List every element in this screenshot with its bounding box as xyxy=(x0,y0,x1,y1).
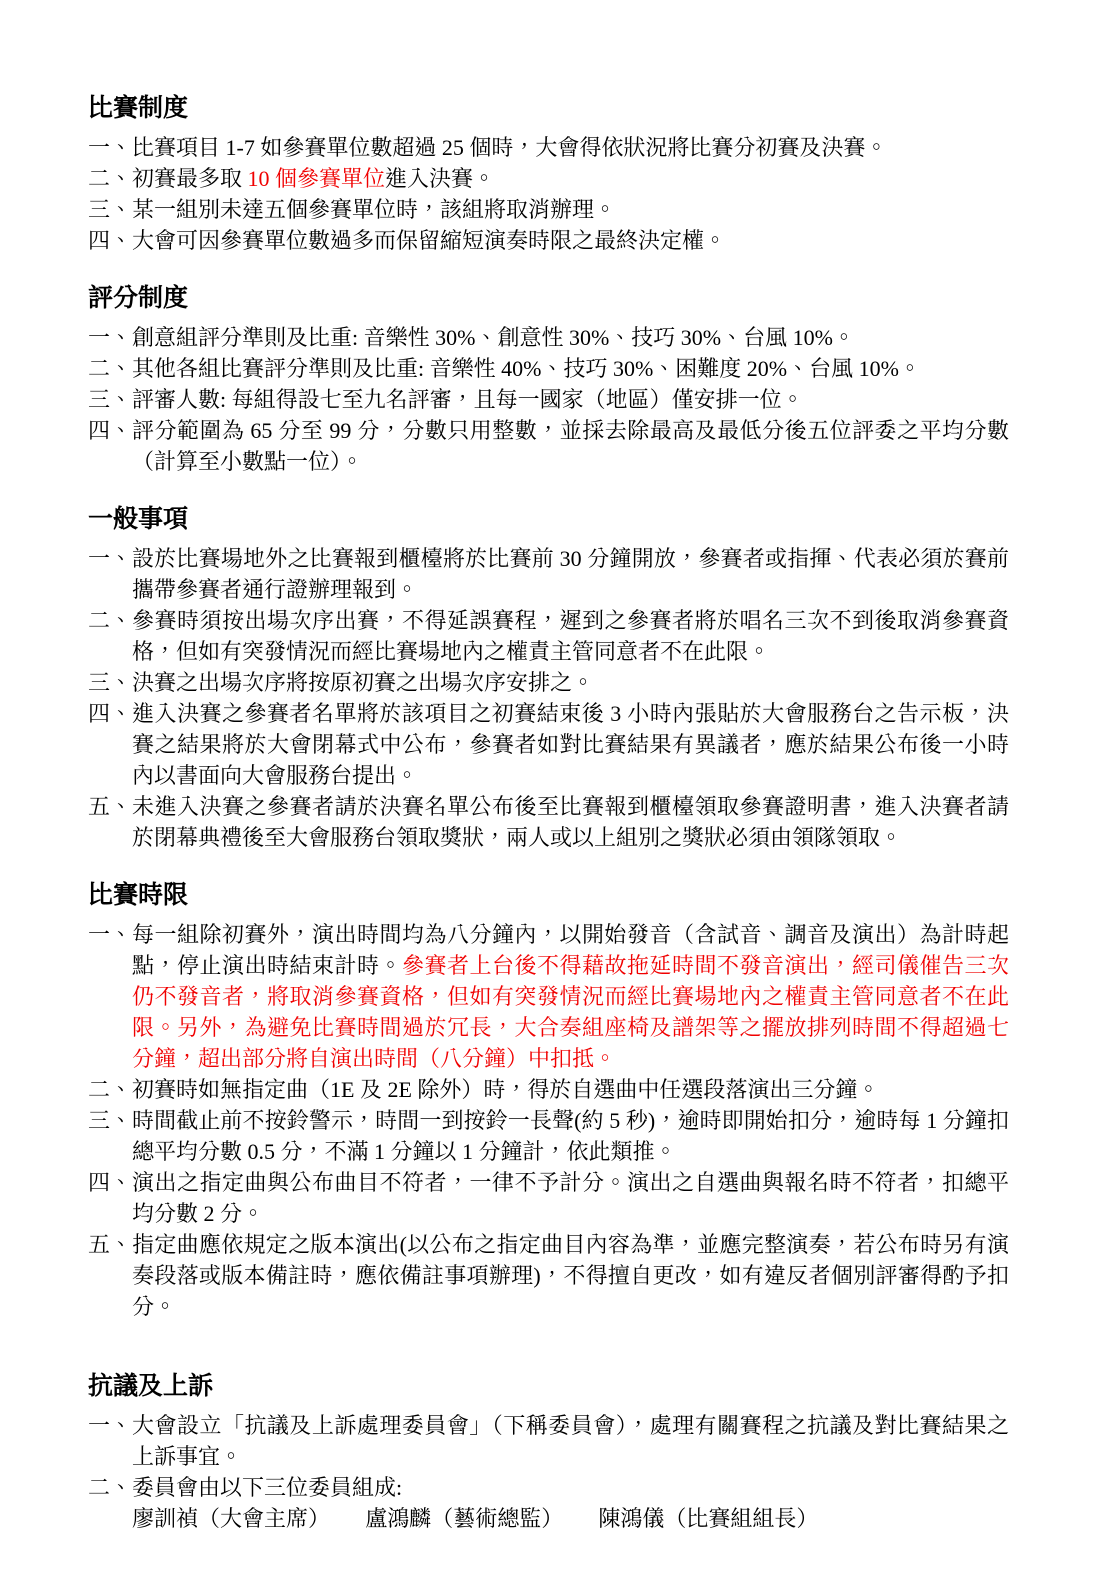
section-title: 比賽時限 xyxy=(88,882,189,909)
rule-item xyxy=(88,605,1009,667)
item-number: 二、 xyxy=(88,1077,133,1102)
section xyxy=(88,1370,1009,1534)
text-segment: 評審人數: 每組得設七至九名評審，且每一國家（地區）僅安排一位。 xyxy=(132,387,804,412)
text-segment: 未進入決賽之參賽者請於決賽名單公布後至比賽報到櫃檯領取參賽證明書，進入決賽者請於閉幕典禮後至大會服務台領取獎狀，兩人或以上組別之獎狀必須由領隊領取。 xyxy=(132,794,1009,850)
rule-item xyxy=(88,384,1009,415)
text-segment: 大會可因參賽單位數過多而保留縮短演奏時限之最終決定權。 xyxy=(132,228,727,253)
text-segment: 設於比賽場地外之比賽報到櫃檯將於比賽前 30 分鐘開放，參賽者或指揮、代表必須於賽前攜帶參賽者通行證辦理報到。 xyxy=(132,546,1009,602)
text-segment: 指定曲應依規定之版本演出(以公布之指定曲目內容為準，並應完整演奏，若公布時另有演奏段落或版本備註時，應依備註事項辦理)，不得擅自更改，如有違反者個別評審得酌予扣分。 xyxy=(132,1232,1009,1319)
item-number: 一、 xyxy=(88,922,133,947)
rule-item xyxy=(88,353,1009,384)
text-segment: 每一組除初賽外，演出時間均為八分鐘內，以開始發音（含試音、調音及演出）為計時起點，停止演出時結束計時。 xyxy=(132,922,1009,978)
rule-item xyxy=(88,225,1009,256)
item-number: 四、 xyxy=(88,701,133,726)
item-number: 四、 xyxy=(88,418,133,443)
item-text xyxy=(132,163,1009,194)
text-segment: 創意組評分準則及比重: 音樂性 30%、創意性 30%、技巧 30%、台風 10%。 xyxy=(132,325,855,350)
section-title: 比賽制度 xyxy=(88,95,189,122)
text-segment: 評分範圍為 65 分至 99 分，分數只用整數，並採去除最高及最低分後五位評委之平均分數（計算至小數點一位）。 xyxy=(132,418,1009,474)
committee-member: 盧鴻麟（藝術總監） xyxy=(365,1506,564,1531)
rule-item xyxy=(88,194,1009,225)
text-segment: 大會設立「抗議及上訴處理委員會」（下稱委員會），處理有關賽程之抗議及對比賽結果之上訴事宜。 xyxy=(132,1413,1009,1469)
item-number: 二、 xyxy=(88,608,133,633)
item-text xyxy=(132,1105,1009,1167)
item-text xyxy=(132,667,1009,698)
committee-member: 陳鴻儀（比賽組組長） xyxy=(598,1506,819,1531)
item-number: 一、 xyxy=(88,135,133,160)
item-text xyxy=(132,1229,1009,1322)
item-text xyxy=(132,1167,1009,1229)
item-number: 二、 xyxy=(88,166,133,191)
item-text xyxy=(132,225,1009,256)
text-segment: 進入決賽。 xyxy=(385,166,496,191)
item-text xyxy=(132,353,1009,384)
item-number: 三、 xyxy=(88,197,133,222)
item-number: 五、 xyxy=(88,1232,133,1257)
section-title: 抗議及上訴 xyxy=(88,1373,214,1400)
rule-item xyxy=(88,322,1009,353)
text-segment: 某一組別未達五個參賽單位時，該組將取消辦理。 xyxy=(132,197,617,222)
rule-item xyxy=(88,132,1009,163)
rule-item xyxy=(88,1105,1009,1167)
text-segment: 委員會由以下三位委員組成: xyxy=(132,1475,403,1500)
item-number: 三、 xyxy=(88,387,133,412)
item-text xyxy=(132,1472,1009,1534)
rule-item xyxy=(88,1167,1009,1229)
item-number: 二、 xyxy=(88,356,133,381)
item-number: 三、 xyxy=(88,1108,133,1133)
item-text xyxy=(132,1410,1009,1472)
item-number: 四、 xyxy=(88,228,133,253)
item-text xyxy=(132,415,1009,477)
text-segment-red: 10 個參賽單位 xyxy=(247,166,386,191)
item-number: 一、 xyxy=(88,325,133,350)
item-text xyxy=(132,919,1009,1074)
rule-item xyxy=(88,1229,1009,1322)
item-text xyxy=(132,132,1009,163)
rule-item xyxy=(88,791,1009,853)
section xyxy=(88,282,1009,477)
text-segment: 進入決賽之參賽者名單將於該項目之初賽結束後 3 小時內張貼於大會服務台之告示板，決賽之結果將於大會閉幕式中公布，參賽者如對比賽結果有異議者，應於結果公布後一小時內以書面向大會服務台提出。 xyxy=(132,701,1009,788)
section xyxy=(88,879,1009,1322)
item-text xyxy=(132,384,1009,415)
item-text xyxy=(132,194,1009,225)
item-text xyxy=(132,791,1009,853)
item-text xyxy=(132,605,1009,667)
rule-item xyxy=(88,1410,1009,1472)
committee-members xyxy=(132,1503,1009,1534)
text-segment: 初賽最多取 xyxy=(132,166,248,191)
item-text xyxy=(132,322,1009,353)
rule-item xyxy=(88,1472,1009,1534)
section-title: 評分制度 xyxy=(88,285,189,312)
section-title: 一般事項 xyxy=(88,506,189,533)
rule-item xyxy=(88,1074,1009,1105)
text-segment: 參賽時須按出場次序出賽，不得延誤賽程，遲到之參賽者將於唱名三次不到後取消參賽資格，但如有突發情況而經比賽場地內之權責主管同意者不在此限。 xyxy=(132,608,1009,664)
text-segment: 時間截止前不按鈴警示，時間一到按鈴一長聲(約 5 秒)，逾時即開始扣分，逾時每 1 分鐘扣總平均分數 0.5 分，不滿 1 分鐘以 1 分鐘計，依此類推。 xyxy=(132,1108,1009,1164)
text-segment: 其他各組比賽評分準則及比重: 音樂性 40%、技巧 30%、困難度 20%、台風 10%。 xyxy=(132,356,921,381)
committee-member: 廖訓禎（大會主席） xyxy=(132,1506,331,1531)
rule-item xyxy=(88,163,1009,194)
text-segment: 初賽時如無指定曲（1E 及 2E 除外）時，得於自選曲中任選段落演出三分鐘。 xyxy=(132,1077,880,1102)
rule-item xyxy=(88,543,1009,605)
text-segment: 演出之指定曲與公布曲目不符者，一律不予計分。演出之自選曲與報名時不符者，扣總平均分數 2 分。 xyxy=(132,1170,1009,1226)
rule-item xyxy=(88,698,1009,791)
item-number: 四、 xyxy=(88,1170,133,1195)
text-segment: 決賽之出場次序將按原初賽之出場次序安排之。 xyxy=(132,670,595,695)
document-sections xyxy=(88,92,1009,1534)
rule-item xyxy=(88,415,1009,477)
text-segment-red: 參賽者上台後不得藉故拖延時間不發音演出，經司儀催告三次仍不發音者，將取消參賽資格，但如有突發情況而經比賽場地內之權責主管同意者不在此限。另外，為避免比賽時間過於冗長，大合奏組座椅及譜架等之擺放排列時間不得超過七分鐘，超出部分將自演出時間（八分鐘）中扣抵。 xyxy=(132,953,1009,1071)
section xyxy=(88,503,1009,853)
item-number: 一、 xyxy=(88,546,133,571)
item-text xyxy=(132,1074,1009,1105)
item-text xyxy=(132,698,1009,791)
item-number: 一、 xyxy=(88,1413,133,1438)
item-text xyxy=(132,543,1009,605)
text-segment: 比賽項目 1-7 如參賽單位數超過 25 個時，大會得依狀況將比賽分初賽及決賽。 xyxy=(132,135,888,160)
rule-item xyxy=(88,667,1009,698)
item-number: 五、 xyxy=(88,794,133,819)
section xyxy=(88,92,1009,256)
rule-item xyxy=(88,919,1009,1074)
item-number: 二、 xyxy=(88,1475,133,1500)
item-number: 三、 xyxy=(88,670,133,695)
